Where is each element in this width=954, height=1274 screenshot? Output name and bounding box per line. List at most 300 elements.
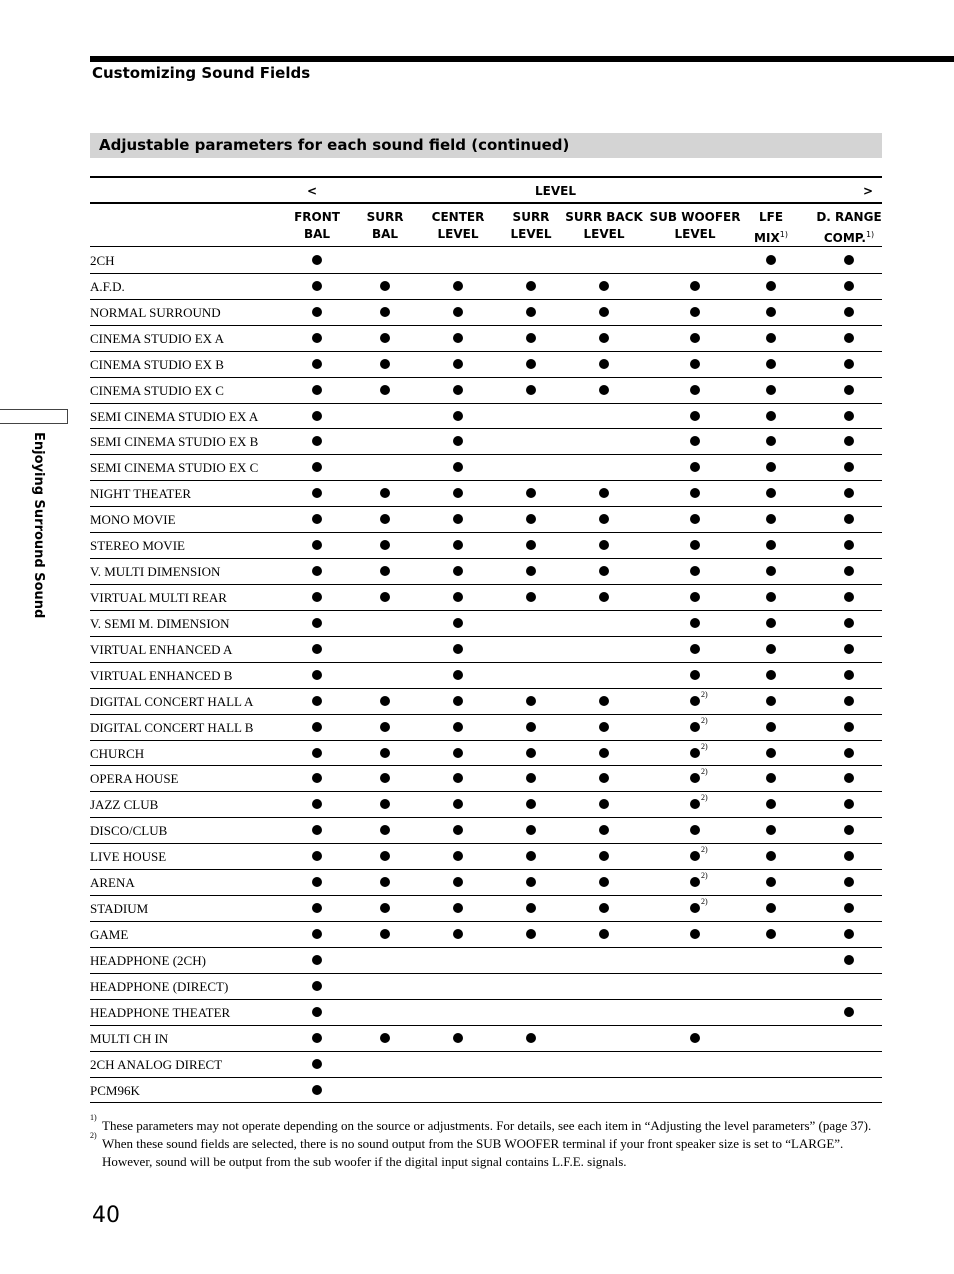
adjustable-dot	[380, 722, 390, 732]
adjustable-dot	[453, 540, 463, 550]
table-row	[90, 792, 882, 818]
adjustable-dot	[312, 514, 322, 524]
adjustable-dot	[526, 333, 536, 343]
table-row	[90, 300, 882, 326]
adjustable-dot	[453, 436, 463, 446]
adjustable-dot	[453, 644, 463, 654]
adjustable-dot	[526, 307, 536, 317]
adjustable-dot	[599, 825, 609, 835]
adjustable-dot	[312, 851, 322, 861]
adjustable-dot	[766, 385, 776, 395]
adjustable-dot	[690, 871, 708, 887]
adjustable-dot	[453, 903, 463, 913]
table-top-rule	[90, 176, 882, 178]
adjustable-dot	[690, 333, 700, 343]
adjustable-dot	[453, 799, 463, 809]
adjustable-dot	[380, 748, 390, 758]
adjustable-dot	[526, 566, 536, 576]
adjustable-dot	[690, 618, 700, 628]
adjustable-dot	[766, 255, 776, 265]
sound-field-name: 2CH	[90, 253, 115, 268]
adjustable-dot	[312, 825, 322, 835]
adjustable-dot	[380, 929, 390, 939]
adjustable-dot	[312, 696, 322, 706]
adjustable-dot	[766, 307, 776, 317]
adjustable-dot	[312, 903, 322, 913]
adjustable-dot	[690, 385, 700, 395]
adjustable-dot	[453, 670, 463, 680]
footnotes	[90, 1113, 882, 1171]
table-row	[90, 481, 882, 507]
adjustable-dot	[766, 722, 776, 732]
adjustable-dot	[844, 670, 854, 680]
adjustable-dot	[312, 748, 322, 758]
adjustable-dot	[526, 281, 536, 291]
adjustable-dot	[380, 773, 390, 783]
adjustable-dot	[453, 514, 463, 524]
adjustable-dot	[526, 929, 536, 939]
table-row	[90, 1000, 882, 1026]
adjustable-dot	[526, 877, 536, 887]
adjustable-dot	[453, 618, 463, 628]
table-row	[90, 585, 882, 611]
adjustable-dot	[453, 488, 463, 498]
adjustable-dot	[766, 540, 776, 550]
footnote	[90, 1113, 882, 1135]
side-tab-label: Enjoying Surround Sound	[31, 432, 46, 619]
table-row	[90, 844, 882, 870]
adjustable-dot	[844, 514, 854, 524]
sound-field-name: V. MULTI DIMENSION	[90, 564, 221, 580]
adjustable-dot	[844, 592, 854, 602]
column-header-line2	[816, 226, 881, 247]
adjustable-dot	[526, 696, 536, 706]
table-row	[90, 429, 882, 455]
adjustable-dot	[599, 903, 609, 913]
sound-field-name: STEREO MOVIE	[90, 538, 185, 554]
adjustable-dot	[690, 897, 708, 913]
adjustable-dot	[766, 696, 776, 706]
sound-field-name: SEMI CINEMA STUDIO EX B	[90, 434, 259, 450]
column-header-line1: LFE	[758, 210, 784, 224]
level-right-bracket: >	[863, 184, 874, 198]
adjustable-dot	[599, 929, 609, 939]
adjustable-dot	[312, 799, 322, 809]
adjustable-dot	[844, 385, 854, 395]
column-header	[511, 209, 552, 243]
section-title: Customizing Sound Fields	[92, 64, 311, 82]
column-header	[816, 209, 881, 247]
adjustable-dot	[453, 281, 463, 291]
adjustable-dot	[690, 767, 708, 783]
column-header	[294, 209, 340, 243]
adjustable-dot	[844, 799, 854, 809]
adjustable-dot	[844, 462, 854, 472]
sound-field-name: CINEMA STUDIO EX B	[90, 356, 224, 372]
table-row	[90, 611, 882, 637]
adjustable-dot	[380, 281, 390, 291]
table-row	[90, 741, 882, 767]
sound-field-table	[90, 248, 882, 1103]
adjustable-dot	[312, 540, 322, 550]
adjustable-dot	[312, 1085, 322, 1095]
sound-field-name: SEMI CINEMA STUDIO EX A	[90, 408, 259, 424]
adjustable-dot	[380, 1033, 390, 1043]
table-row	[90, 715, 882, 741]
adjustable-dot	[312, 307, 322, 317]
sound-field-name: PCM96K	[90, 1082, 140, 1098]
table-row	[90, 352, 882, 378]
column-header	[754, 209, 788, 247]
adjustable-dot	[312, 618, 322, 628]
adjustable-dot	[844, 696, 854, 706]
adjustable-dot	[690, 825, 700, 835]
sound-field-name: V. SEMI M. DIMENSION	[90, 615, 230, 631]
adjustable-dot	[844, 359, 854, 369]
adjustable-dot	[844, 333, 854, 343]
table-row	[90, 974, 882, 1000]
adjustable-dot	[844, 307, 854, 317]
adjustable-dot	[766, 825, 776, 835]
adjustable-dot	[690, 1033, 700, 1043]
adjustable-dot	[380, 825, 390, 835]
adjustable-dot	[690, 488, 700, 498]
table-row	[90, 663, 882, 689]
table-row	[90, 507, 882, 533]
adjustable-dot	[844, 644, 854, 654]
adjustable-dot	[766, 359, 776, 369]
adjustable-dot	[312, 981, 322, 991]
footnote-marker: 2)	[90, 1131, 97, 1140]
sound-field-name: CINEMA STUDIO EX A	[90, 330, 224, 346]
table-row	[90, 922, 882, 948]
adjustable-dot	[453, 929, 463, 939]
sound-field-name: HEADPHONE THEATER	[90, 1004, 231, 1020]
adjustable-dot	[766, 514, 776, 524]
adjustable-dot	[526, 488, 536, 498]
adjustable-dot	[766, 903, 776, 913]
adjustable-dot	[526, 748, 536, 758]
adjustable-dot	[453, 877, 463, 887]
adjustable-dot	[380, 540, 390, 550]
column-header	[565, 209, 643, 243]
adjustable-dot	[844, 540, 854, 550]
adjustable-dot	[844, 955, 854, 965]
adjustable-dot	[312, 929, 322, 939]
adjustable-dot	[766, 799, 776, 809]
adjustable-dot	[526, 825, 536, 835]
sound-field-name: OPERA HOUSE	[90, 771, 179, 787]
adjustable-dot	[844, 618, 854, 628]
adjustable-dot	[844, 488, 854, 498]
adjustable-dot	[453, 773, 463, 783]
adjustable-dot	[766, 592, 776, 602]
adjustable-dot	[453, 462, 463, 472]
adjustable-dot	[599, 851, 609, 861]
header-rule	[90, 246, 882, 247]
column-header-line1: SURR	[512, 210, 550, 224]
adjustable-dot	[844, 281, 854, 291]
adjustable-dot	[526, 359, 536, 369]
sound-field-name: JAZZ CLUB	[90, 797, 159, 813]
sound-field-name: CHURCH	[90, 745, 145, 761]
adjustable-dot	[690, 670, 700, 680]
column-header-line1: SUB WOOFER	[649, 210, 741, 224]
adjustable-dot	[380, 566, 390, 576]
footnote-ref: 2)	[701, 897, 708, 907]
adjustable-dot	[690, 644, 700, 654]
footnote-text: These parameters may not operate depending on the source or adjustments. For details, see each item in “Adjusting the level parameters” (page 37).	[102, 1118, 872, 1133]
sound-field-name: HEADPHONE (2CH)	[90, 952, 206, 968]
adjustable-dot	[766, 618, 776, 628]
adjustable-dot	[380, 592, 390, 602]
adjustable-dot	[599, 540, 609, 550]
level-left-bracket: <	[307, 184, 318, 198]
column-header-text: LEVEL	[510, 227, 552, 241]
column-header-line2	[432, 226, 485, 243]
adjustable-dot	[766, 773, 776, 783]
adjustable-dot	[312, 255, 322, 265]
level-rule	[90, 202, 882, 204]
column-header-line1: D. RANGE	[816, 210, 882, 224]
adjustable-dot	[844, 903, 854, 913]
column-header-line1: FRONT	[294, 210, 340, 224]
adjustable-dot	[599, 385, 609, 395]
column-header	[432, 209, 485, 243]
table-row	[90, 637, 882, 663]
adjustable-dot	[690, 359, 700, 369]
adjustable-dot	[766, 566, 776, 576]
sound-field-name: GAME	[90, 926, 129, 942]
adjustable-dot	[453, 307, 463, 317]
page-number: 40	[92, 1203, 120, 1228]
sound-field-name: SEMI CINEMA STUDIO EX C	[90, 460, 259, 476]
adjustable-dot	[766, 644, 776, 654]
adjustable-dot	[453, 696, 463, 706]
sound-field-name: MONO MOVIE	[90, 512, 176, 528]
sound-field-name: LIVE HOUSE	[90, 849, 167, 865]
adjustable-dot	[844, 1007, 854, 1017]
adjustable-dot	[690, 715, 708, 732]
column-header-text: BAL	[303, 227, 331, 241]
sound-field-name: VIRTUAL ENHANCED B	[90, 667, 233, 683]
adjustable-dot	[844, 929, 854, 939]
table-row	[90, 948, 882, 974]
adjustable-dot	[453, 566, 463, 576]
sound-field-name: DISCO/CLUB	[90, 823, 168, 839]
column-header-line1: CENTER	[431, 210, 485, 224]
adjustable-dot	[690, 514, 700, 524]
adjustable-dot	[312, 773, 322, 783]
adjustable-dot	[599, 488, 609, 498]
adjustable-dot	[690, 462, 700, 472]
adjustable-dot	[312, 462, 322, 472]
adjustable-dot	[526, 851, 536, 861]
adjustable-dot	[453, 411, 463, 421]
column-header-text: BAL	[371, 227, 399, 241]
adjustable-dot	[312, 359, 322, 369]
adjustable-dot	[690, 929, 700, 939]
table-row	[90, 766, 882, 792]
level-label: LEVEL	[535, 184, 576, 198]
adjustable-dot	[599, 877, 609, 887]
adjustable-dot	[844, 722, 854, 732]
adjustable-dot	[312, 411, 322, 421]
column-header-line2	[511, 226, 552, 243]
footnote-ref: 2)	[701, 689, 708, 699]
adjustable-dot	[599, 799, 609, 809]
adjustable-dot	[453, 333, 463, 343]
footnote-ref: 1)	[865, 230, 875, 239]
footnote-ref: 2)	[701, 767, 708, 777]
table-row	[90, 248, 882, 274]
adjustable-dot	[844, 851, 854, 861]
adjustable-dot	[766, 462, 776, 472]
adjustable-dot	[844, 773, 854, 783]
sound-field-name: CINEMA STUDIO EX C	[90, 382, 224, 398]
adjustable-dot	[312, 1007, 322, 1017]
column-header-line2	[650, 226, 741, 243]
adjustable-dot	[526, 514, 536, 524]
adjustable-dot	[312, 436, 322, 446]
column-header-line2	[367, 226, 404, 243]
adjustable-dot	[526, 592, 536, 602]
sound-field-name: A.F.D.	[90, 278, 125, 294]
adjustable-dot	[380, 903, 390, 913]
adjustable-dot	[312, 281, 322, 291]
column-header	[650, 209, 741, 243]
adjustable-dot	[526, 385, 536, 395]
adjustable-dot	[312, 722, 322, 732]
table-row	[90, 404, 882, 430]
column-header-line1: SURR BACK	[565, 210, 643, 224]
footnote-text: When these sound fields are selected, there is no sound output from the SUB WOOFER terminal if your front speaker size is set to “LARGE”. However, sound will be output from the sub woofer if the digital input signal contains L.F.E. signals.	[102, 1136, 844, 1169]
footnote-ref: 2)	[701, 741, 708, 751]
adjustable-dot	[526, 540, 536, 550]
adjustable-dot	[312, 566, 322, 576]
sound-field-name: VIRTUAL ENHANCED A	[90, 641, 233, 657]
adjustable-dot	[690, 845, 708, 861]
adjustable-dot	[766, 333, 776, 343]
adjustable-dot	[766, 877, 776, 887]
column-header-line2	[565, 226, 643, 243]
adjustable-dot	[380, 488, 390, 498]
sound-field-name: NORMAL SURROUND	[90, 304, 221, 320]
adjustable-dot	[766, 411, 776, 421]
adjustable-dot	[690, 307, 700, 317]
sound-field-name: DIGITAL CONCERT HALL B	[90, 719, 254, 735]
table-row	[90, 1026, 882, 1052]
column-header-text: LEVEL	[583, 227, 625, 241]
top-rule	[90, 56, 954, 62]
column-header-text: LEVEL	[437, 227, 479, 241]
adjustable-dot	[844, 748, 854, 758]
sound-field-name: HEADPHONE (DIRECT)	[90, 978, 229, 994]
adjustable-dot	[844, 566, 854, 576]
table-row	[90, 818, 882, 844]
adjustable-dot	[599, 333, 609, 343]
adjustable-dot	[453, 748, 463, 758]
adjustable-dot	[526, 799, 536, 809]
adjustable-dot	[690, 436, 700, 446]
sound-field-name: 2CH ANALOG DIRECT	[90, 1056, 223, 1072]
adjustable-dot	[599, 359, 609, 369]
table-row	[90, 689, 882, 715]
adjustable-dot	[453, 385, 463, 395]
footnote-ref: 2)	[701, 715, 708, 725]
adjustable-dot	[766, 670, 776, 680]
adjustable-dot	[690, 793, 708, 809]
adjustable-dot	[690, 566, 700, 576]
adjustable-dot	[526, 903, 536, 913]
sound-field-name: NIGHT THEATER	[90, 486, 191, 502]
sound-field-name: DIGITAL CONCERT HALL A	[90, 693, 254, 709]
adjustable-dot	[312, 385, 322, 395]
adjustable-dot	[380, 877, 390, 887]
adjustable-dot	[453, 359, 463, 369]
table-row	[90, 455, 882, 481]
adjustable-dot	[312, 488, 322, 498]
adjustable-dot	[844, 255, 854, 265]
adjustable-dot	[766, 929, 776, 939]
sound-field-name: STADIUM	[90, 901, 149, 917]
adjustable-dot	[526, 1033, 536, 1043]
footnote	[90, 1131, 882, 1171]
column-header	[367, 209, 404, 243]
adjustable-dot	[453, 722, 463, 732]
adjustable-dot	[526, 773, 536, 783]
adjustable-dot	[766, 488, 776, 498]
table-row	[90, 1078, 882, 1104]
adjustable-dot	[599, 566, 609, 576]
sound-field-name: MULTI CH IN	[90, 1030, 169, 1046]
adjustable-dot	[380, 851, 390, 861]
adjustable-dot	[844, 436, 854, 446]
footnote-ref: 2)	[701, 845, 708, 855]
column-header-line2	[754, 226, 788, 247]
table-row	[90, 533, 882, 559]
adjustable-dot	[599, 722, 609, 732]
table-row	[90, 326, 882, 352]
column-header-text: MIX	[754, 231, 780, 245]
adjustable-dot	[380, 514, 390, 524]
adjustable-dot	[599, 773, 609, 783]
adjustable-dot	[380, 333, 390, 343]
adjustable-dot	[380, 799, 390, 809]
adjustable-dot	[690, 281, 700, 291]
table-row	[90, 870, 882, 896]
adjustable-dot	[312, 670, 322, 680]
adjustable-dot	[380, 307, 390, 317]
adjustable-dot	[844, 411, 854, 421]
footnote-ref: 2)	[701, 793, 708, 803]
adjustable-dot	[599, 307, 609, 317]
footnote-marker: 1)	[90, 1113, 97, 1122]
adjustable-dot	[599, 696, 609, 706]
adjustable-dot	[766, 851, 776, 861]
adjustable-dot	[453, 1033, 463, 1043]
adjustable-dot	[526, 722, 536, 732]
adjustable-dot	[599, 592, 609, 602]
column-header-line2	[294, 226, 340, 243]
table-row	[90, 1052, 882, 1078]
adjustable-dot	[312, 877, 322, 887]
adjustable-dot	[599, 748, 609, 758]
adjustable-dot	[380, 385, 390, 395]
column-header-text: COMP.	[823, 231, 866, 245]
adjustable-dot	[844, 825, 854, 835]
adjustable-dot	[690, 689, 708, 706]
